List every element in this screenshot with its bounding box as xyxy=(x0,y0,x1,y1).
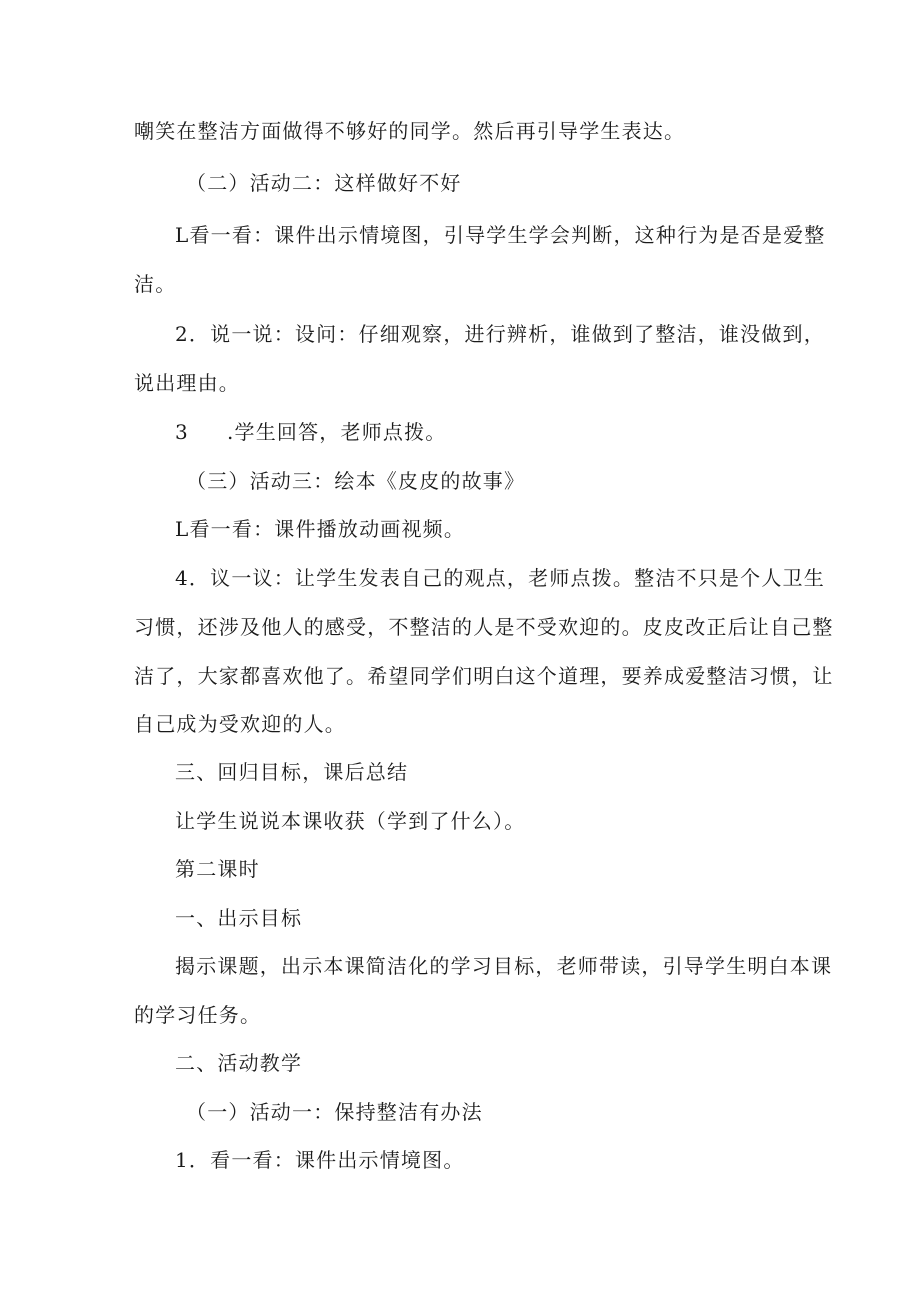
paragraph-line: L看一看：课件播放动画视频。 xyxy=(175,517,466,541)
paragraph-line: 说出理由。 xyxy=(134,371,240,395)
paragraph-line: 1．看一看：课件出示情境图。 xyxy=(175,1148,465,1172)
section-heading: （二）活动二：这样做好不好 xyxy=(186,171,462,195)
paragraph-line xyxy=(175,418,447,446)
paragraph-line: 4．议一议：让学生发表自己的观点，老师点拨。整洁不只是个人卫生 xyxy=(175,566,825,590)
paragraph-line: 习惯，还涉及他人的感受，不整洁的人是不受欢迎的。皮皮改正后让自己整 xyxy=(134,615,834,639)
paragraph-line: 自己成为受欢迎的人。 xyxy=(134,712,346,736)
paragraph-line: 让学生说说本课收获（学到了什么）。 xyxy=(175,809,526,833)
paragraph-line: 洁。 xyxy=(134,272,177,296)
section-heading: 一、出示目标 xyxy=(175,906,303,930)
paragraph-line: 揭示课题，出示本课简洁化的学习目标，老师带读，引导学生明白本课 xyxy=(175,954,833,978)
section-heading: 三、回归目标，课后总结 xyxy=(175,760,409,784)
section-heading: 二、活动教学 xyxy=(175,1051,303,1075)
section-heading: （一）活动一：保持整洁有办法 xyxy=(186,1100,483,1124)
paragraph-line: 2．说一说：设问：仔细观察，进行辨析，谁做到了整洁，谁没做到， xyxy=(175,322,825,346)
paragraph-line: 的学习任务。 xyxy=(134,1003,262,1027)
paragraph-line: 洁了，大家都喜欢他了。希望同学们明白这个道理，要养成爱整洁习惯，让 xyxy=(134,664,834,688)
section-heading: （三）活动三：绘本《皮皮的故事》 xyxy=(186,469,526,493)
list-text: .学生回答，老师点拨。 xyxy=(226,420,447,444)
list-number: 3 xyxy=(175,420,189,444)
paragraph-line: 嘲笑在整洁方面做得不够好的同学。然后再引导学生表达。 xyxy=(134,119,686,143)
section-heading: 第二课时 xyxy=(175,857,260,881)
paragraph-line: L看一看：课件出示情境图，引导学生学会判断，这种行为是否是爱整 xyxy=(175,223,826,247)
